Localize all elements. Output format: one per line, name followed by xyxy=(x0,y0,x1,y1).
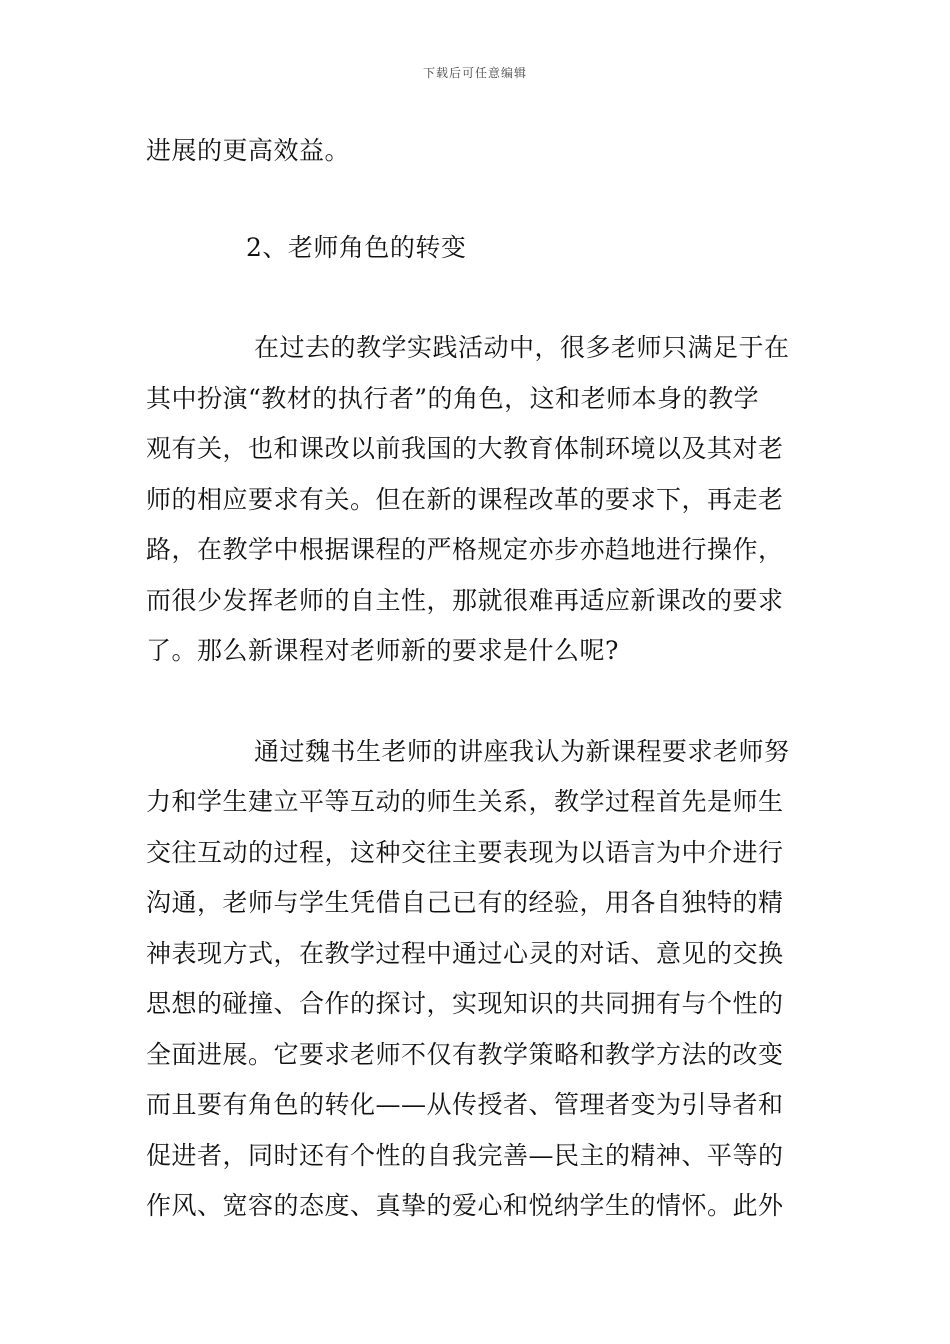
section-heading: 2、老师角色的转变 xyxy=(246,232,467,262)
paragraph-1 xyxy=(146,323,808,677)
document-body xyxy=(146,126,808,1232)
paragraph-line: 通过魏书生老师的讲座我认为新课程要求老师努 xyxy=(254,736,790,766)
intro-line: 进展的更高效益。 xyxy=(146,136,351,165)
paragraph-line: 路，在教学中根据课程的严格规定亦步亦趋地进行操作， xyxy=(146,535,784,564)
paragraph-line: 而且要有角色的转化——从传授者、管理者变为引导者和 xyxy=(146,1090,784,1119)
spacer xyxy=(146,177,808,223)
paragraph-line: 师的相应要求有关。但在新的课程改革的要求下，再走老 xyxy=(146,484,784,514)
paragraph-line: 沟通，老师与学生凭借自己已有的经验，用各自独特的精 xyxy=(146,888,784,917)
paragraph-line: 在过去的教学实践活动中，很多老师只满足于在 xyxy=(254,333,790,362)
paragraph-line: 而很少发挥老师的自主性，那就很难再适应新课改的要求 xyxy=(146,585,784,615)
paragraph-line: 交往互动的过程，这种交往主要表现为以语言为中介进行 xyxy=(146,837,784,867)
paragraph-line: 了。那么新课程对老师新的要求是什么呢? xyxy=(146,636,619,665)
paragraph-line: 促进者，同时还有个性的自我完善—民主的精神、平等的 xyxy=(146,1140,784,1170)
paragraph-line: 观有关，也和课改以前我国的大教育体制环境以及其对老 xyxy=(146,434,784,463)
paragraph-line: 作风、宽容的态度、真挚的爱心和悦纳学生的情怀。此外 xyxy=(146,1191,784,1220)
spacer xyxy=(146,677,808,727)
spacer xyxy=(146,273,808,323)
paragraph-line: 全面进展。它要求老师不仅有教学策略和教学方法的改变 xyxy=(146,1039,784,1069)
paragraph-line: 其中扮演“教材的执行者”的角色，这和老师本身的教学 xyxy=(146,383,760,413)
paragraph-line: 神表现方式，在教学过程中通过心灵的对话、意见的交换 xyxy=(146,938,784,968)
page-header: 下载后可任意编辑 xyxy=(422,66,527,80)
paragraph-line: 思想的碰撞、合作的探讨，实现知识的共同拥有与个性的 xyxy=(146,989,784,1018)
paragraph-2 xyxy=(146,727,808,1232)
paragraph-line: 力和学生建立平等互动的师生关系，教学过程首先是师生 xyxy=(146,787,784,816)
